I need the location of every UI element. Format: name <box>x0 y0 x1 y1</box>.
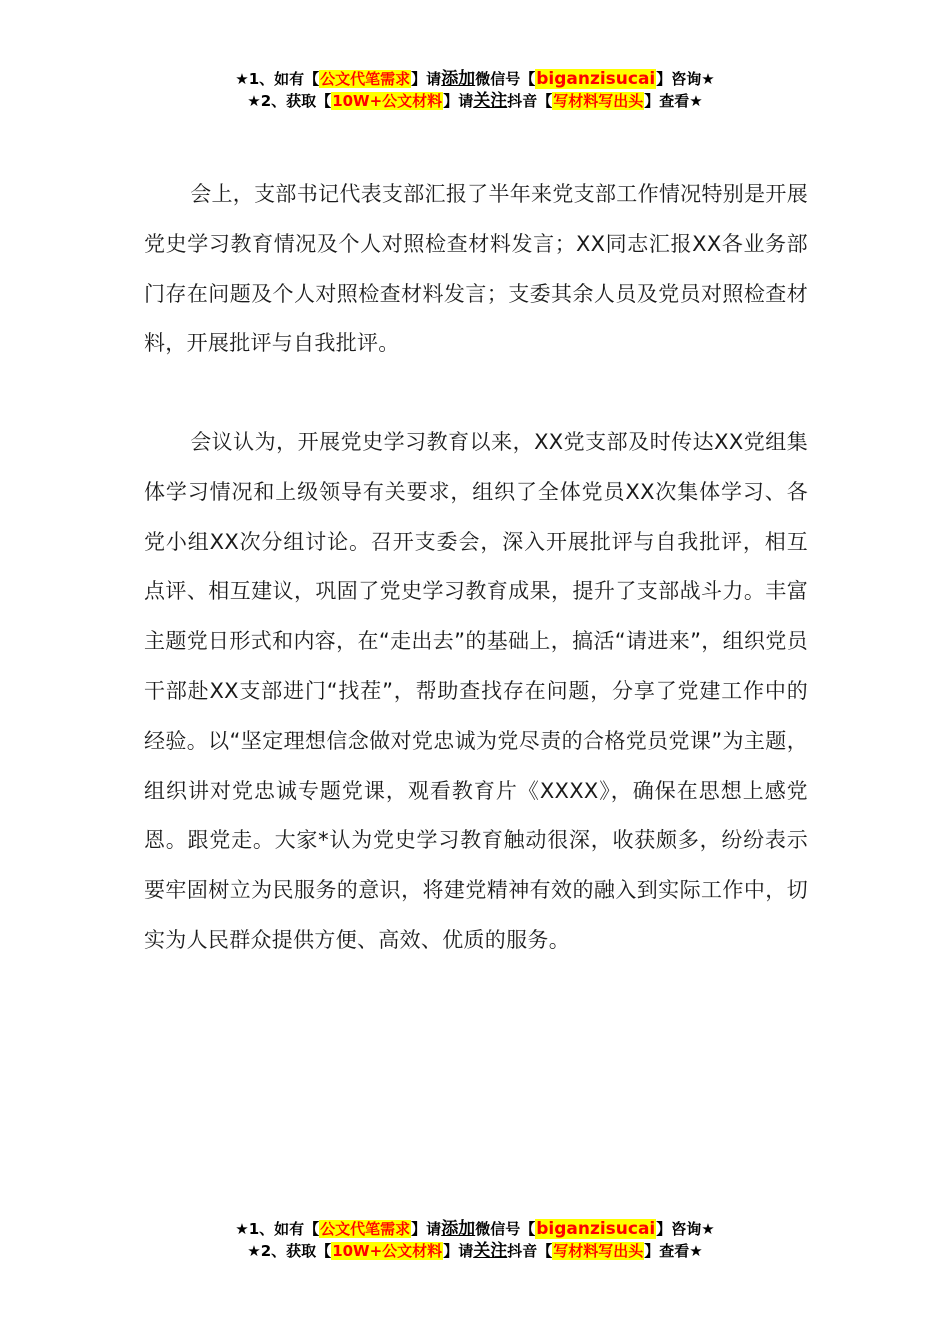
highlight-materials: 10W+公文材料 <box>332 92 443 110</box>
banner-line-2 <box>0 90 950 112</box>
banner-text: ★1、如有【 <box>235 1220 320 1238</box>
banner-emphasis: 关注 <box>473 1241 508 1261</box>
highlight-service: 公文代笔需求 <box>320 1220 411 1238</box>
banner-line-1 <box>0 1218 950 1240</box>
banner-emphasis: 添加 <box>441 1219 476 1239</box>
banner-text: 微信号【 <box>475 1220 536 1238</box>
banner-emphasis: 添加 <box>441 69 476 89</box>
highlight-materials: 10W+公文材料 <box>332 1242 443 1260</box>
banner-text: 抖音【 <box>507 92 553 110</box>
footer-banner <box>0 1218 950 1262</box>
banner-text: 】咨询★ <box>656 1220 715 1238</box>
header-banner <box>0 68 950 112</box>
banner-text: 】请 <box>443 92 474 110</box>
highlight-douyin-account: 写材料写出头 <box>553 92 644 110</box>
highlight-douyin-account: 写材料写出头 <box>553 1242 644 1260</box>
body-paragraph-1: 会上，支部书记代表支部汇报了半年来党支部工作情况特别是开展党史学习教育情况及个人对照检查材料发言；XX同志汇报XX各业务部门存在问题及个人对照检查材料发言；支委其余人员及党员对照检查材料，开展批评与自我批评。 <box>144 182 808 356</box>
banner-line-1 <box>0 68 950 90</box>
highlight-service: 公文代笔需求 <box>320 70 411 88</box>
banner-text: ★1、如有【 <box>235 70 320 88</box>
banner-line-2 <box>0 1240 950 1262</box>
body-paragraph-2: 会议认为，开展党史学习教育以来，XX党支部及时传达XX党组集体学习情况和上级领导有关要求，组织了全体党员XX次集体学习、各党小组XX次分组讨论。召开支委会，深入开展批评与自我批评，相互点评、相互建议，巩固了党史学习教育成果，提升了支部战斗力。丰富主题党日形式和内容，在“走出去”的基础上，搞活“请进来”，组织党员干部赴XX支部进门“找茬”，帮助查找存在问题，分享了党建工作中的经验。以“坚定理想信念做对党忠诚为党尽责的合格党员党课”为主题，组织讲对党忠诚专题党课，观看教育片《XXXX》，确保在思想上感党恩。跟党走。大家*认为党史学习教育触动很深，收获颇多，纷纷表示要牢固树立为民服务的意识，将建党精神有效的融入到实际工作中，切实为人民群众提供方便、高效、优质的服务。 <box>144 430 808 952</box>
banner-text: ★2、获取【 <box>247 1242 332 1260</box>
banner-text: 微信号【 <box>475 70 536 88</box>
banner-emphasis: 关注 <box>473 91 508 111</box>
banner-text: 】请 <box>411 70 442 88</box>
banner-text: 】请 <box>411 1220 442 1238</box>
banner-text: ★2、获取【 <box>247 92 332 110</box>
banner-text: 】咨询★ <box>656 70 715 88</box>
highlight-wechat-id: biganzisucai <box>536 1219 656 1239</box>
banner-text: 】查看★ <box>644 92 703 110</box>
banner-text: 】查看★ <box>644 1242 703 1260</box>
banner-text: 】请 <box>443 1242 474 1260</box>
banner-text: 抖音【 <box>507 1242 553 1260</box>
highlight-wechat-id: biganzisucai <box>536 69 656 89</box>
